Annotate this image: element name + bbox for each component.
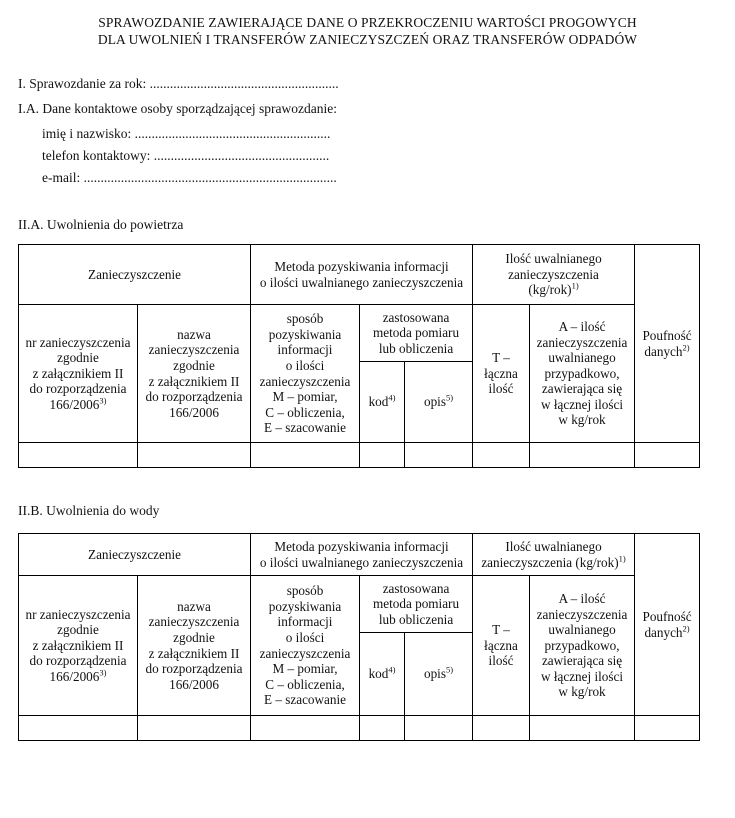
cell-line: do rozporządzenia — [29, 653, 127, 669]
header-description-label: opis — [423, 666, 446, 682]
air-releases-table — [18, 244, 700, 468]
cell-line: C – obliczenia, — [265, 404, 345, 420]
cell-line: o ilości — [285, 357, 325, 373]
water-data-cell-name[interactable] — [138, 716, 251, 741]
water-data-cell-method[interactable] — [251, 716, 360, 741]
cell-line: T – — [492, 622, 510, 638]
phone-field[interactable]: telefon kontaktowy: .................................................... — [42, 148, 330, 163]
footnote-ref: 1) — [618, 553, 626, 564]
cell-line: M – pomiar, — [272, 661, 338, 677]
water-data-cell-accidental[interactable] — [530, 716, 635, 741]
header-pollutant-name — [138, 576, 251, 716]
header-applied-method — [360, 576, 473, 633]
cell-line: E – szacowanie — [264, 420, 347, 436]
cell-line: zgodnie — [173, 629, 215, 645]
header-amount-line-1: Ilość uwalnianego — [505, 251, 602, 267]
footnote-ref: 5) — [445, 664, 454, 675]
cell-line: nr zanieczyszczenia — [25, 606, 131, 622]
cell-line: łączna — [484, 365, 518, 381]
cell-line: nazwa — [177, 326, 211, 342]
header-acquisition-method — [251, 576, 360, 716]
cell-line: sposób — [286, 311, 324, 327]
header-amount-line-2 — [475, 555, 632, 571]
cell-line: z załącznikiem II — [32, 637, 124, 653]
header-code — [360, 633, 405, 716]
header-applied-method — [360, 305, 473, 362]
air-data-cell-number[interactable] — [19, 443, 138, 468]
cell-line: zanieczyszczenia — [148, 342, 240, 358]
cell-line: A – ilość — [558, 318, 606, 334]
cell-line: E – szacowanie — [264, 692, 347, 708]
header-amount-unit: zanieczyszczenia (kg/rok) — [481, 554, 619, 570]
cell-line-text: 166/2006 — [49, 396, 100, 412]
water-data-cell-description[interactable] — [405, 716, 473, 741]
cell-line: z załącznikiem II — [148, 373, 240, 389]
cell-line: informacji — [277, 614, 333, 630]
cell-line: do rozporządzenia — [29, 381, 127, 397]
cell-line: 166/2006 — [169, 676, 219, 692]
header-amount-line-2: zanieczyszczenia — [508, 266, 599, 282]
cell-line: nazwa — [177, 598, 211, 614]
cell-line: C – obliczenia, — [265, 676, 345, 692]
cell-line: zanieczyszczenia — [148, 614, 240, 630]
header-confidentiality-line-2 — [637, 625, 697, 641]
header-accidental-amount — [530, 576, 635, 716]
cell-line: w kg/rok — [558, 412, 606, 428]
cell-line: z załącznikiem II — [148, 645, 240, 661]
cell-line: pozyskiwania — [268, 326, 342, 342]
cell-line: ilość — [488, 653, 514, 669]
header-method — [251, 245, 473, 305]
cell-line: metoda pomiaru — [372, 325, 460, 341]
cell-line: A – ilość — [558, 590, 606, 606]
email-field[interactable]: e-mail: ........................................................................... — [42, 170, 337, 185]
report-title-line-2: DLA UWOLNIEŃ I TRANSFERÓW ZANIECZYSZCZEŃ ORAZ TRANSFERÓW ODPADÓW — [97, 32, 638, 47]
header-pollutant-number — [19, 576, 138, 716]
water-data-cell-number[interactable] — [19, 716, 138, 741]
cell-line: zgodnie — [57, 350, 99, 366]
cell-line: łączna — [484, 637, 518, 653]
cell-line: zgodnie — [57, 622, 99, 638]
header-confidentiality-label: danych — [644, 624, 683, 640]
air-data-cell-total[interactable] — [473, 443, 530, 468]
cell-line: zastosowana — [382, 580, 450, 596]
header-confidentiality — [635, 245, 700, 443]
cell-line: o ilości — [285, 629, 325, 645]
header-pollutant-number — [19, 305, 138, 443]
footnote-ref: 4) — [388, 392, 396, 403]
footnote-ref: 2) — [682, 623, 690, 634]
header-method-line-1: Metoda pozyskiwania informacji — [274, 538, 449, 554]
contact-heading: I.A. Dane kontaktowe osoby sporządzającej sprawozdanie: — [18, 101, 338, 116]
cell-line: 166/2006 — [169, 404, 219, 420]
water-data-cell-confidentiality[interactable] — [635, 716, 700, 741]
cell-line: przypadkowo, — [544, 365, 620, 381]
cell-line: zanieczyszczenia — [259, 645, 351, 661]
header-total-amount — [473, 305, 530, 443]
cell-line: uwalnianego — [548, 622, 616, 638]
header-confidentiality — [635, 534, 700, 716]
header-description — [405, 362, 473, 443]
report-title-line-1: SPRAWOZDANIE ZAWIERAJĄCE DANE O PRZEKROCZENIU WARTOŚCI PROGOWYCH — [98, 15, 637, 30]
cell-line: ilość — [488, 381, 514, 397]
cell-line: lub obliczenia — [378, 611, 454, 627]
footnote-ref: 3) — [99, 667, 107, 678]
air-data-cell-method[interactable] — [251, 443, 360, 468]
air-releases-heading: II.A. Uwolnienia do powietrza — [18, 217, 184, 232]
cell-line: nr zanieczyszczenia — [25, 334, 131, 350]
cell-line — [21, 397, 135, 413]
header-pollutant-name — [138, 305, 251, 443]
cell-line: zgodnie — [173, 357, 215, 373]
air-data-cell-accidental[interactable] — [530, 443, 635, 468]
report-title — [0, 14, 735, 48]
footnote-ref: 5) — [445, 392, 454, 403]
header-amount-line-3 — [475, 282, 632, 298]
air-data-cell-name[interactable] — [138, 443, 251, 468]
header-confidentiality-line-1: Poufność — [642, 327, 692, 343]
header-pollutant: Zanieczyszczenie — [19, 245, 251, 305]
cell-line: zanieczyszczenia — [536, 334, 628, 350]
cell-line: zawierająca się — [541, 381, 623, 397]
air-data-cell-code[interactable] — [360, 443, 405, 468]
header-code-label: kod — [368, 666, 389, 682]
cell-line: przypadkowo, — [544, 637, 620, 653]
header-method-line-2: o ilości uwalnianego zanieczyszczenia — [259, 554, 464, 570]
header-amount — [473, 534, 635, 576]
footnote-ref: 2) — [682, 342, 690, 353]
header-pollutant: Zanieczyszczenie — [19, 534, 251, 576]
air-data-cell-confidentiality[interactable] — [635, 443, 700, 468]
cell-line: z załącznikiem II — [32, 365, 124, 381]
header-amount — [473, 245, 635, 305]
cell-line-text: 166/2006 — [49, 668, 100, 684]
cell-line: uwalnianego — [548, 350, 616, 366]
cell-line: pozyskiwania — [268, 598, 342, 614]
cell-line: do rozporządzenia — [145, 661, 243, 677]
water-releases-table — [18, 533, 700, 741]
cell-line: zanieczyszczenia — [259, 373, 351, 389]
cell-line: metoda pomiaru — [372, 596, 460, 612]
cell-line: w łącznej ilości — [541, 396, 624, 412]
cell-line: T – — [492, 350, 510, 366]
header-method-line-2: o ilości uwalnianego zanieczyszczenia — [259, 274, 464, 290]
header-accidental-amount — [530, 305, 635, 443]
header-acquisition-method — [251, 305, 360, 443]
water-data-cell-code[interactable] — [360, 716, 405, 741]
header-amount-unit: (kg/rok) — [528, 282, 572, 298]
header-confidentiality-label: danych — [644, 343, 683, 359]
report-year-field[interactable]: I. Sprawozdanie za rok: ........................................................ — [18, 76, 339, 91]
cell-line: M – pomiar, — [272, 389, 338, 405]
cell-line — [21, 669, 135, 685]
air-data-cell-description[interactable] — [405, 443, 473, 468]
cell-line: informacji — [277, 342, 333, 358]
header-code — [360, 362, 405, 443]
cell-line: zanieczyszczenia — [536, 606, 628, 622]
footnote-ref: 1) — [571, 280, 579, 291]
header-confidentiality-line-2 — [637, 344, 697, 360]
header-method-line-1: Metoda pozyskiwania informacji — [274, 258, 449, 274]
cell-line: lub obliczenia — [378, 340, 454, 356]
footnote-ref: 3) — [99, 395, 107, 406]
header-description — [405, 633, 473, 716]
header-code-label: kod — [368, 394, 389, 410]
cell-line: sposób — [286, 583, 324, 599]
cell-line: w łącznej ilości — [541, 668, 624, 684]
water-releases-heading: II.B. Uwolnienia do wody — [18, 503, 160, 518]
cell-line: w kg/rok — [558, 684, 606, 700]
header-total-amount — [473, 576, 530, 716]
water-data-cell-total[interactable] — [473, 716, 530, 741]
name-field[interactable]: imię i nazwisko: .......................................................... — [42, 126, 331, 141]
cell-line: zastosowana — [382, 309, 450, 325]
cell-line: zawierająca się — [541, 653, 623, 669]
header-description-label: opis — [423, 394, 446, 410]
cell-line: do rozporządzenia — [145, 389, 243, 405]
header-method — [251, 534, 473, 576]
header-confidentiality-line-1: Poufność — [642, 608, 692, 624]
footnote-ref: 4) — [388, 664, 396, 675]
header-amount-line-1: Ilość uwalnianego — [505, 538, 602, 554]
